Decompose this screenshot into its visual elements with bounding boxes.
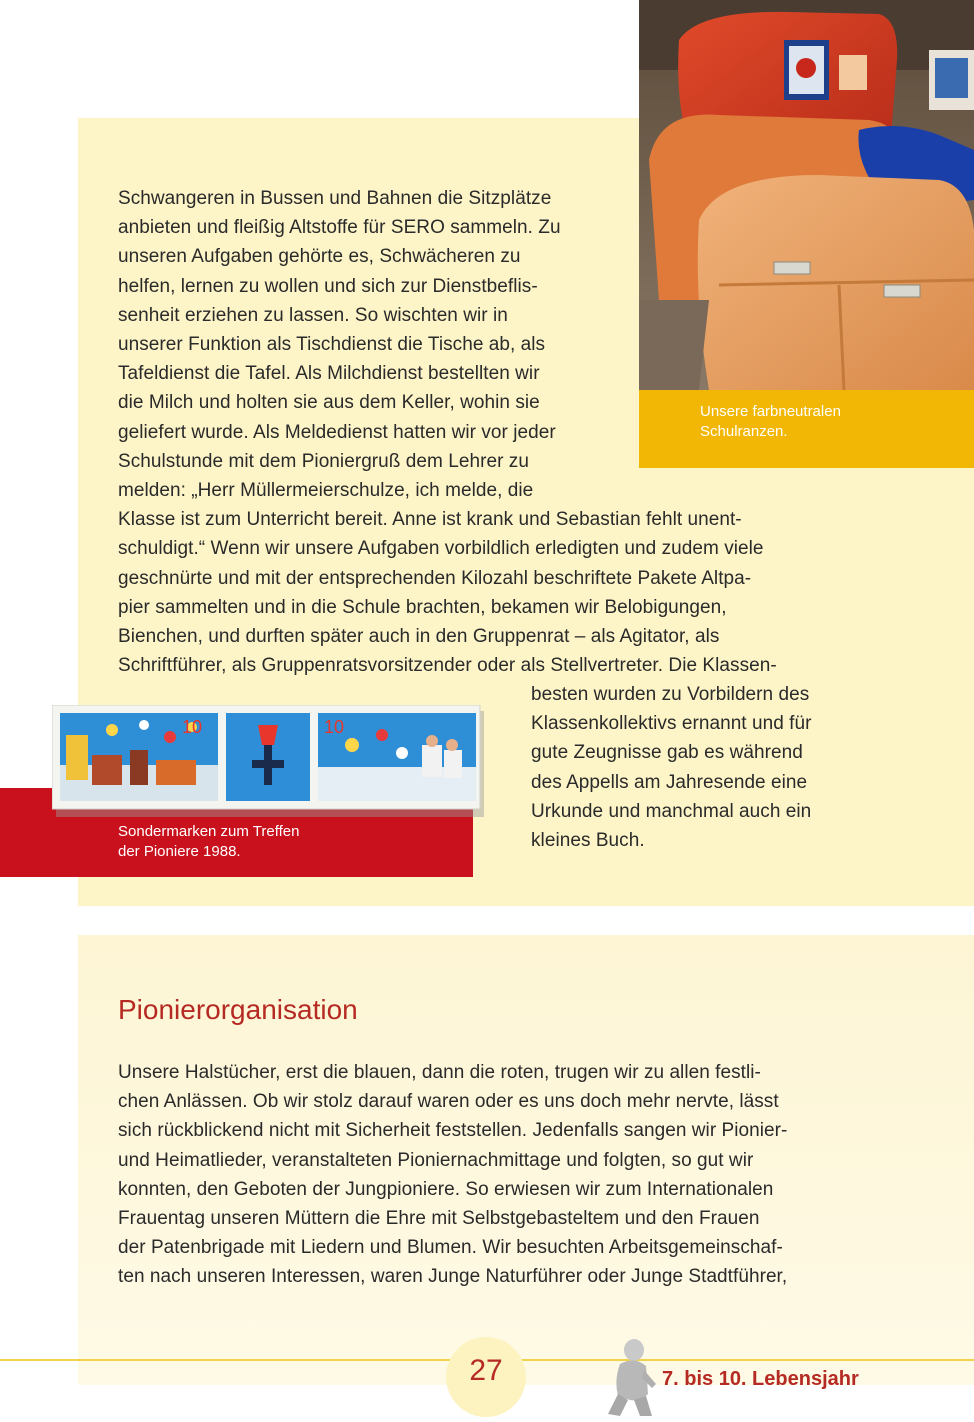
stamp-value-left: 10	[182, 717, 203, 737]
article-line: unserer Funktion als Tischdienst die Tische ab, als	[118, 334, 546, 356]
article-line: Schwangeren in Bussen und Bahnen die Sitzplätze	[118, 188, 552, 209]
article-line: gute Zeugnisse gab es während	[531, 742, 803, 764]
section-line: Unsere Halstücher, erst die blauen, dann die roten, trugen wir zu allen festli-	[118, 1062, 761, 1083]
page-number: 27	[469, 1354, 503, 1387]
article-line: pier sammelten und in die Schule brachten, bekamen wir Belobigungen,	[118, 596, 727, 618]
article-text-right	[531, 680, 811, 855]
section-line: konnten, den Geboten der Jungpioniere. So erwiesen wir zum Internationalen	[118, 1178, 774, 1200]
article-line: senheit erziehen zu lassen. So wischten wir in	[118, 304, 508, 326]
article-line: Klasse ist zum Unterricht bereit. Anne ist krank und Sebastian fehlt unent-	[118, 509, 742, 531]
child-figure-icon	[600, 1336, 660, 1417]
article-line: Schriftführer, als Gruppenratsvorsitzender oder als Stellvertreter. Die Klassen-	[118, 655, 777, 677]
section-line: und Heimatlieder, veranstalteten Pioniernachmittage und folgten, so gut wir	[118, 1149, 754, 1171]
article-line: Schulstunde mit dem Pioniergruß dem Lehrer zu	[118, 450, 529, 472]
article-line: schuldigt.“ Wenn wir unsere Aufgaben vorbildlich erledigten und zudem viele	[118, 538, 764, 560]
article-line: Tafeldienst die Tafel. Als Milchdienst bestellten wir	[118, 363, 540, 385]
article-line: anbieten und fleißig Altstoffe für SERO sammeln. Zu	[118, 217, 561, 239]
article-line: besten wurden zu Vorbildern des	[531, 684, 810, 705]
article-line: die Milch und holten sie aus dem Keller, wohin sie	[118, 392, 540, 414]
pioneer-stamps-image	[52, 705, 484, 817]
section-line: sich rückblickend nicht mit Sicherheit feststellen. Jedenfalls sangen wir Pionier-	[118, 1120, 788, 1142]
section-line: chen Anlässen. Ob wir stolz darauf waren oder es uns doch mehr nervte, lässt	[118, 1091, 779, 1113]
article-line: unseren Aufgaben gehörte es, Schwächeren zu	[118, 246, 521, 268]
section-line: der Patenbrigade mit Liedern und Blumen. Wir besuchten Arbeitsgemeinschaf-	[118, 1237, 783, 1259]
section-line: Frauentag unseren Müttern die Ehre mit Selbstgebasteltem und den Frauen	[118, 1208, 760, 1230]
stamp-value-right: 10	[324, 717, 345, 737]
photo-caption: Unsere farbneutralen Schulranzen.	[700, 403, 841, 440]
section-heading: Pionierorganisation	[118, 994, 358, 1025]
chapter-title: 7. bis 10. Lebensjahr	[662, 1368, 859, 1390]
article-line: helfen, lernen zu wollen und sich zur Dienstbeflis-	[118, 275, 538, 297]
article-line: Urkunde und manchmal auch ein	[531, 800, 812, 822]
section-text	[118, 1058, 787, 1292]
article-line: kleines Buch.	[531, 830, 645, 852]
article-line: Klassenkollektivs ernannt und für	[531, 713, 812, 735]
article-line: geschnürte und mit der entsprechenden Kilozahl beschriftete Pakete Altpa-	[118, 567, 752, 589]
article-line: des Appells am Jahresende eine	[531, 771, 808, 793]
section-line: ten nach unseren Interessen, waren Junge Naturführer oder Junge Stadtführer,	[118, 1266, 788, 1288]
stamp-caption: Sondermarken zum Treffen der Pioniere 1988.	[118, 823, 300, 860]
article-line: Bienchen, und durften später auch in den Gruppenrat – als Agitator, als	[118, 626, 720, 648]
article-line: melden: „Herr Müllermeierschulze, ich melde, die	[118, 480, 534, 502]
article-line: geliefert wurde. Als Meldedienst hatten wir vor jeder	[118, 421, 556, 443]
article-text-top	[118, 184, 777, 680]
